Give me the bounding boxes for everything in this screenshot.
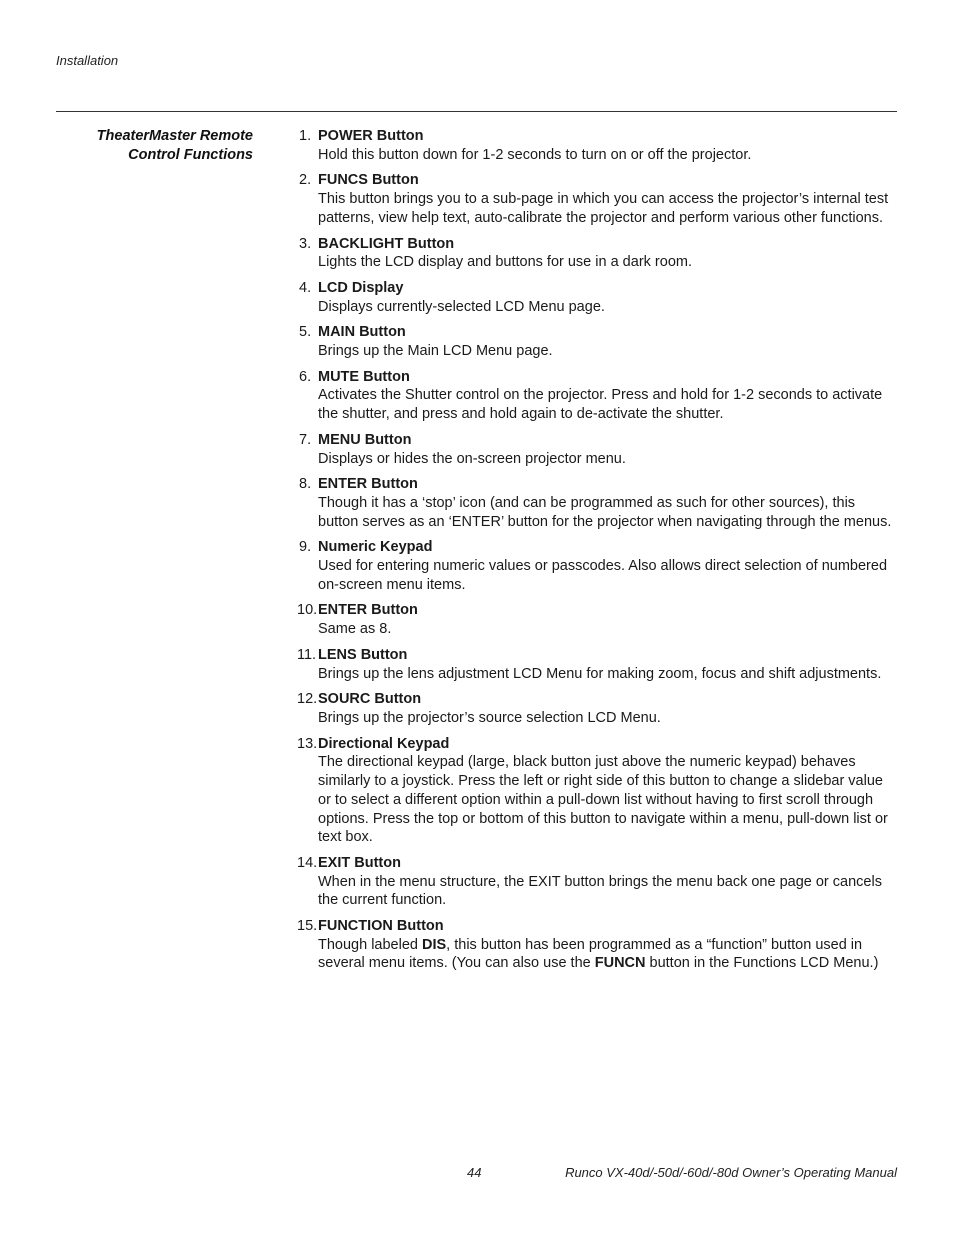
item-title: POWER Button bbox=[318, 128, 424, 144]
item-title: ENTER Button bbox=[318, 602, 418, 619]
header-rule bbox=[56, 111, 897, 112]
item-description: Displays currently-selected LCD Menu page. bbox=[318, 298, 605, 315]
list-item bbox=[297, 735, 897, 847]
function-list bbox=[297, 127, 897, 980]
item-number: 14. bbox=[297, 854, 318, 871]
list-item bbox=[297, 854, 897, 910]
page-number: 44 bbox=[467, 1165, 482, 1180]
item-description: Brings up the projector’s source selection LCD Menu. bbox=[318, 709, 661, 726]
list-item bbox=[297, 601, 897, 638]
list-item bbox=[297, 475, 897, 531]
item-description: Brings up the lens adjustment LCD Menu for making zoom, focus and shift adjustments. bbox=[318, 665, 882, 682]
item-number: 8. bbox=[299, 476, 312, 493]
item-title: LCD Display bbox=[318, 279, 404, 296]
desc-text: , this button has been programmed as a “function” button used in several menu items. (You can also use the bbox=[318, 936, 863, 972]
item-number: 9. bbox=[299, 539, 312, 556]
list-item bbox=[297, 538, 897, 594]
item-description: Brings up the Main LCD Menu page. bbox=[318, 343, 553, 360]
desc-bold-label: DIS bbox=[422, 936, 447, 953]
item-description: Same as 8. bbox=[318, 621, 392, 638]
list-item bbox=[297, 171, 897, 227]
item-number: 6. bbox=[299, 368, 312, 385]
item-title: LENS Button bbox=[318, 646, 408, 663]
item-number: 10. bbox=[297, 602, 318, 619]
item-description bbox=[318, 936, 897, 973]
list-item bbox=[297, 431, 897, 468]
item-description: When in the menu structure, the EXIT button brings the menu back one page or cancels the current function. bbox=[318, 873, 882, 909]
item-description: Lights the LCD display and buttons for use in a dark room. bbox=[318, 254, 692, 271]
desc-text: button in the Functions LCD Menu.) bbox=[645, 955, 879, 972]
item-number: 3. bbox=[299, 235, 312, 252]
item-number: 4. bbox=[299, 279, 312, 296]
item-title: MUTE Button bbox=[318, 368, 410, 385]
item-description: Displays or hides the on-screen projector menu. bbox=[318, 450, 626, 467]
list-item bbox=[297, 690, 897, 727]
item-number: 7. bbox=[299, 431, 312, 448]
item-number: 5. bbox=[299, 324, 312, 341]
list-item bbox=[297, 646, 897, 683]
item-title: FUNCTION Button bbox=[318, 918, 444, 935]
list-item bbox=[297, 368, 897, 424]
item-description: The directional keypad (large, black button just above the numeric keypad) behaves similarly to a joystick. Press the left or right side of this button to change a slidebar value or to select a different option within a pull-down list without having to first scroll through options. Press the top or bottom of this button to navigate within a menu, pull-down list or text box. bbox=[318, 754, 888, 846]
item-number: 12. bbox=[297, 691, 318, 708]
item-number: 13. bbox=[297, 735, 318, 752]
item-title: BACKLIGHT Button bbox=[318, 235, 455, 252]
desc-bold-label: FUNCN bbox=[594, 955, 646, 972]
item-title: MENU Button bbox=[318, 431, 412, 448]
item-title: ENTER Button bbox=[318, 476, 418, 493]
running-header: Installation bbox=[56, 53, 119, 68]
section-title-line-2: Control Functions bbox=[128, 147, 253, 163]
item-title: SOURC Button bbox=[318, 691, 422, 708]
item-title: EXIT Button bbox=[318, 854, 401, 871]
item-description: Though it has a ‘stop’ icon (and can be programmed as such for other sources), this button serves as an ‘ENTER’ button for the projector when navigating through the menus. bbox=[318, 494, 892, 530]
section-title bbox=[56, 127, 253, 165]
item-description: Hold this button down for 1-2 seconds to turn on or off the projector. bbox=[318, 146, 752, 163]
list-item bbox=[297, 323, 897, 360]
desc-text: Though labeled bbox=[318, 936, 422, 953]
list-item bbox=[297, 127, 897, 164]
item-description: Activates the Shutter control on the projector. Press and hold for 1-2 seconds to activate the shutter, and press and hold again to de-activate the shutter. bbox=[318, 387, 883, 423]
item-title: FUNCS Button bbox=[318, 172, 419, 189]
item-title: Numeric Keypad bbox=[318, 539, 433, 556]
list-item bbox=[297, 917, 897, 973]
section-title-line-1: TheaterMaster Remote bbox=[96, 128, 253, 144]
item-number: 15. bbox=[297, 918, 318, 935]
item-number: 2. bbox=[299, 172, 312, 189]
list-item bbox=[297, 235, 897, 272]
manual-title: Runco VX-40d/-50d/-60d/-80d Owner’s Operating Manual bbox=[565, 1165, 897, 1180]
item-description: This button brings you to a sub-page in which you can access the projector’s internal test patterns, view help text, auto-calibrate the projector and perform various other functions. bbox=[318, 191, 889, 226]
item-number: 1. bbox=[299, 128, 312, 144]
item-title: MAIN Button bbox=[318, 324, 406, 341]
item-description: Used for entering numeric values or passcodes. Also allows direct selection of numbered on-screen menu items. bbox=[318, 558, 888, 593]
item-title: Directional Keypad bbox=[318, 735, 450, 752]
list-item bbox=[297, 279, 897, 316]
item-number: 11. bbox=[297, 646, 317, 663]
